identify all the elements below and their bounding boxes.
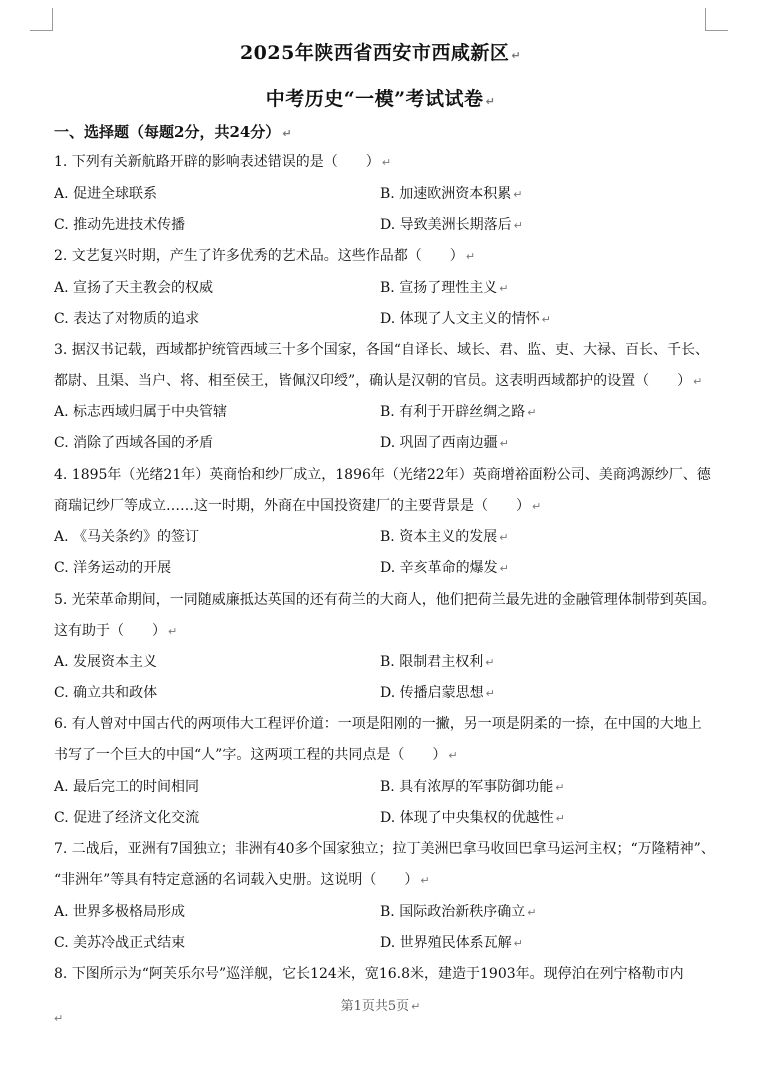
paragraph-mark-icon: ↵ (485, 656, 495, 669)
question-3-option-c[interactable]: C. 消除了西域各国的矛盾 (54, 435, 214, 451)
question-5-stem-line1: 5. 光荣革命期间，一同随威廉抵达英国的还有荷兰的大商人，他们把荷兰最先进的金融管理体制带到英国。 (54, 592, 716, 608)
question-6-option-b[interactable]: B. 具有浓厚的军事防御功能 ↵ (380, 779, 565, 795)
question-1-stem: 1. 下列有关新航路开辟的影响表述错误的是（ ） ↵ (54, 154, 392, 170)
question-5-stem-line2: 这有助于（ ） ↵ (54, 623, 178, 639)
question-6-stem-line2: 书写了一个巨大的中国“人”字。这两项工程的共同点是（ ） ↵ (54, 747, 458, 763)
paragraph-mark-icon: ↵ (485, 95, 496, 108)
question-6-option-d[interactable]: D. 体现了中央集权的优越性 ↵ (380, 810, 565, 826)
question-8-stem-line1: 8. 下图所示为“阿芙乐尔号”巡洋舰，它长124米，宽16.8米，建造于1903年。现停泊在列宁格勒市内 (54, 966, 684, 982)
section-heading: 一、选择题（每题2分，共24分） ↵ (54, 123, 292, 141)
paragraph-mark-icon: ↵ (411, 1000, 421, 1013)
question-3-option-a[interactable]: A. 标志西域归属于中央管辖 (54, 404, 228, 420)
question-5-option-a[interactable]: A. 发展资本主义 (54, 654, 158, 670)
question-2-option-c[interactable]: C. 表达了对物质的追求 (54, 311, 200, 327)
question-2-option-d[interactable]: D. 体现了人文主义的情怀 ↵ (380, 311, 551, 327)
question-4-stem-line1: 4. 1895年（光绪21年）英商怡和纱厂成立，1896年（光绪22年）英商增裕面粉公司、美商鸿源纱厂、德 (54, 467, 711, 483)
paragraph-mark-icon: ↵ (527, 406, 537, 419)
corner-crop-mark-right (705, 8, 728, 31)
question-3-stem-line2: 都尉、且渠、当户、将、相至侯王，皆佩汉印绶”，确认是汉朝的官员。这表明西域都护的设置（ ） ↵ (54, 373, 703, 389)
paragraph-mark-icon: ↵ (381, 156, 392, 169)
paragraph-mark-icon: ↵ (513, 188, 523, 201)
paragraph-mark-icon: ↵ (485, 687, 495, 700)
question-6-option-a[interactable]: A. 最后完工的时间相同 (54, 779, 200, 795)
question-2-option-b[interactable]: B. 宣扬了理性主义 ↵ (380, 280, 509, 296)
question-5-option-d[interactable]: D. 传播启蒙思想 ↵ (380, 685, 495, 701)
exam-title-line1: 2025年陕西省西安市西咸新区 ↵ (239, 42, 522, 64)
question-4-stem-line2: 商瑞记纱厂等成立……这一时期，外商在中国投资建厂的主要背景是（ ） ↵ (54, 498, 542, 514)
paragraph-mark-icon: ↵ (541, 313, 551, 326)
paragraph-mark-icon: ↵ (513, 219, 523, 232)
question-5-option-c[interactable]: C. 确立共和政体 (54, 685, 158, 701)
question-4-option-b[interactable]: B. 资本主义的发展 ↵ (380, 529, 509, 545)
paragraph-mark-icon: ↵ (511, 49, 522, 62)
question-6-option-c[interactable]: C. 促进了经济文化交流 (54, 810, 200, 826)
page-footer: 第1页共5页 ↵ (340, 999, 421, 1014)
question-7-stem-line1: 7. 二战后，亚洲有7国独立；非洲有40多个国家独立；拉丁美洲巴拿马收回巴拿马运河主权；“万隆精神”、 (54, 841, 715, 857)
paragraph-mark-icon: ↵ (555, 781, 565, 794)
paragraph-mark-icon: ↵ (499, 531, 509, 544)
paragraph-mark-icon: ↵ (555, 812, 565, 825)
question-2-option-a[interactable]: A. 宣扬了天主教会的权威 (54, 280, 214, 296)
question-4-option-c[interactable]: C. 洋务运动的开展 (54, 560, 172, 576)
paragraph-mark-icon: ↵ (420, 874, 430, 887)
question-3-option-d[interactable]: D. 巩固了西南边疆 ↵ (380, 435, 509, 451)
question-4-option-d[interactable]: D. 辛亥革命的爆发 ↵ (380, 560, 509, 576)
paragraph-mark-icon: ↵ (54, 1012, 64, 1025)
question-1-option-d[interactable]: D. 导致美洲长期落后 ↵ (380, 217, 523, 233)
question-3-stem-line1: 3. 据汉书记载，西域都护统管西域三十多个国家，各国“自译长、域长、君、监、吏、大禄、百长、千长、 (54, 342, 709, 358)
question-7-option-b[interactable]: B. 国际政治新秩序确立 ↵ (380, 904, 537, 920)
question-5-option-b[interactable]: B. 限制君主权利 ↵ (380, 654, 495, 670)
paragraph-mark-icon: ↵ (499, 282, 509, 295)
question-7-stem-line2: “非洲年”等具有特定意涵的名词载入史册。这说明（ ） ↵ (54, 872, 430, 888)
paragraph-mark-icon: ↵ (499, 562, 509, 575)
question-1-option-c[interactable]: C. 推动先进技术传播 (54, 217, 186, 233)
corner-crop-mark-left (30, 8, 53, 31)
question-7-option-c[interactable]: C. 美苏冷战正式结束 (54, 935, 186, 951)
paragraph-mark-icon: ↵ (282, 127, 292, 140)
question-1-option-b[interactable]: B. 加速欧洲资本积累 ↵ (380, 186, 523, 202)
question-3-option-b[interactable]: B. 有利于开辟丝绸之路 ↵ (380, 404, 537, 420)
paragraph-mark-icon: ↵ (532, 500, 542, 513)
question-2-stem: 2. 文艺复兴时期，产生了许多优秀的艺术品。这些作品都（ ） ↵ (54, 248, 476, 264)
paragraph-mark-icon: ↵ (527, 906, 537, 919)
question-1-option-a[interactable]: A. 促进全球联系 (54, 186, 158, 202)
paragraph-mark-icon: ↵ (465, 250, 476, 263)
paragraph-mark-icon: ↵ (168, 625, 178, 638)
paragraph-mark-icon: ↵ (513, 937, 523, 950)
question-6-stem-line1: 6. 有人曾对中国古代的两项伟大工程评价道：一项是阳刚的一撇，另一项是阴柔的一捺，在中国的大地上 (54, 716, 702, 732)
exam-title-line2: 中考历史“一模”考试试卷 ↵ (265, 88, 496, 110)
paragraph-mark-icon: ↵ (499, 437, 509, 450)
question-4-option-a[interactable]: A. 《马关条约》的签订 (54, 529, 200, 545)
question-7-option-a[interactable]: A. 世界多极格局形成 (54, 904, 186, 920)
question-7-option-d[interactable]: D. 世界殖民体系瓦解 ↵ (380, 935, 523, 951)
paragraph-mark-icon: ↵ (448, 749, 458, 762)
paragraph-mark-icon: ↵ (693, 375, 703, 388)
